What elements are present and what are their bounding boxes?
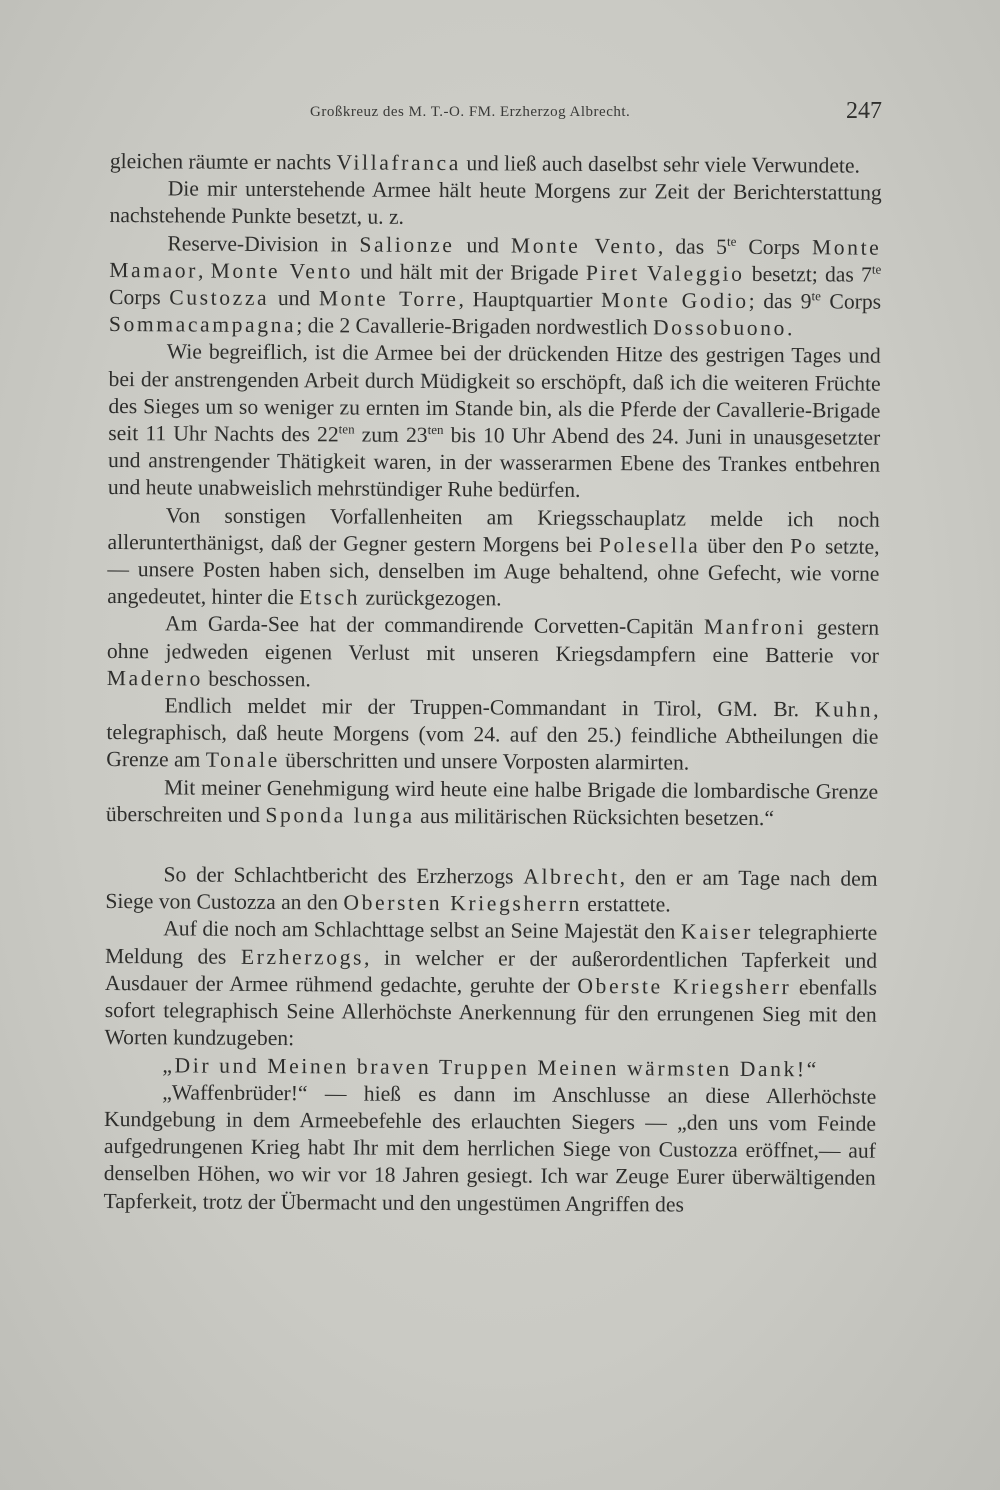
- text-run: , telegraphisch, daß heute Morgens (vom 24. auf den 25.) feindliche Abtheilungen die Grenze am: [106, 697, 879, 773]
- spaced-name: Sommacampagna: [108, 312, 297, 338]
- spaced-name: Obersten Kriegsherrn: [343, 890, 583, 917]
- text-run: und hält mit der Brigade: [352, 259, 587, 285]
- section-gap: [106, 828, 878, 866]
- spaced-name: Sponda lunga: [265, 802, 415, 828]
- text-run: Von sonstigen Vorfallenheiten am Kriegsschauplatz melde ich noch allerunterthänigst, daß der Gegner gestern Morgens bei: [107, 502, 880, 557]
- spaced-name: Monte Godio: [601, 288, 749, 313]
- text-run: überschritten und unsere Vorposten alarmirten.: [279, 748, 690, 776]
- paragraph: [104, 915, 877, 1056]
- paragraph: [108, 338, 881, 506]
- body-text: [103, 148, 882, 1219]
- text-run: setzte, — unsere Posten haben sich, denselben im Auge behaltend, ohne Gefecht, wie vorne angedeutet, hinter die: [107, 534, 880, 610]
- text-run: ,: [197, 258, 211, 283]
- text-run: erstattete.: [581, 892, 671, 917]
- text-run: über den: [700, 533, 791, 559]
- text-run: ; das 9: [748, 288, 812, 314]
- spaced-name: Albrecht: [523, 864, 620, 890]
- spaced-name: Tonale: [205, 748, 280, 773]
- superscript: te: [871, 261, 882, 277]
- superscript: ten: [338, 421, 355, 437]
- text-run: , in welcher er der außerordentlichen Tapferkeit und Ausdauer der Armee rühmend gedachte, geruhte der: [104, 945, 878, 998]
- spaced-name: Piret: [585, 260, 640, 286]
- text-run: bis 10 Uhr Abend des 24. Juni in unausgesetzter und anstrengender Thätigkeit waren, in der wasserarmen Ebene des Trankes entbehren und heute unabweislich mehrstündiger Ruhe bedürfen.: [107, 423, 881, 503]
- spaced-name: Salionze: [359, 232, 455, 257]
- text-run: ; die 2 Cavallerie-Brigaden nordwestlich: [296, 313, 654, 340]
- paragraph: [103, 1079, 876, 1220]
- text-run: telegraphierte Meldung des: [104, 920, 878, 969]
- spaced-name: Valeggio: [646, 261, 745, 286]
- text-run: Corps: [109, 285, 170, 310]
- spaced-name: Monte Vento: [210, 258, 353, 284]
- text-run: und: [269, 285, 319, 311]
- text-run: „Waffenbrüder!“ — hieß es dann im Anschlusse an diese Allerhöchste Kundgebung in dem Armeebefehle des erlauchten Siegers — „den uns vom Feinde aufgedrungenen Krieg habt Ihr mit dem herrlichen Siege von Custozza eröffnet,— auf denselben Höhen, wo wir vor 18 Jahren gesiegt. Ich war Zeuge Eurer überwältigenden Tapferkeit, trotz der Übermacht und den ungestümen Angriffen des: [103, 1080, 877, 1217]
- text-run: gleichen räumte er nachts: [109, 148, 337, 175]
- text-run: Endlich meldet mir der Truppen-Commandant in Tirol, GM. Br.: [164, 693, 815, 722]
- spaced-name: Monte Mamaor: [109, 234, 882, 283]
- page-number: 247: [846, 98, 882, 124]
- text-run: aus militärischen Rücksichten besetzen.“: [414, 803, 775, 830]
- text-run: So der Schlachtbericht des Erzherzogs: [163, 862, 524, 889]
- text-run: besetzt; das 7: [744, 261, 872, 287]
- text-run: Reserve-Division in: [167, 230, 360, 257]
- text-run: , Hauptquartier: [458, 287, 602, 313]
- text-run: zurückgezogen.: [360, 585, 502, 611]
- paragraph: [107, 610, 879, 696]
- text-run: Auf die noch am Schlachttage selbst an Seine Majestät den: [163, 916, 682, 944]
- running-title: Großkreuz des M. T.-O. FM. Erzherzog Albrecht.: [310, 104, 631, 120]
- spaced-name: Monte Torre: [318, 286, 459, 312]
- spaced-name: Manfroni: [703, 615, 807, 640]
- text-run: Corps: [820, 289, 882, 314]
- spaced-name: Monte Vento: [510, 233, 659, 258]
- text-run: , das 5: [657, 233, 728, 259]
- text-run: und: [454, 232, 512, 258]
- paragraph: [106, 774, 878, 833]
- paragraph: [107, 502, 880, 616]
- spaced-name: Oberste Kriegsherr: [577, 973, 792, 1000]
- text-run: Die mir unterstehende Armee hält heute Morgens zur Zeit der Berichterstattung nachstehende Punkte besetzt, u. z.: [109, 176, 882, 230]
- spaced-name: Custozza: [169, 285, 270, 310]
- paragraph: [106, 692, 878, 778]
- paragraph: [109, 230, 882, 344]
- paragraph: [105, 861, 877, 920]
- superscript: te: [726, 233, 737, 249]
- spaced-name: Kuhn: [814, 697, 874, 722]
- spaced-name: Erzherzogs: [240, 944, 365, 970]
- superscript: ten: [427, 421, 444, 438]
- spaced-name: Etsch: [299, 585, 361, 610]
- spaced-name: Maderno: [106, 665, 203, 691]
- spaced-name: Dossobuono: [652, 315, 788, 341]
- text-run: , den er am Tage nach dem Siege von Custozza an den: [105, 865, 878, 915]
- spaced-name: Kaiser: [680, 919, 753, 945]
- text-run: zum 23: [354, 422, 428, 447]
- text-run: beschossen.: [202, 666, 311, 692]
- spaced-name: Po: [790, 534, 819, 559]
- spaced-name: Polesella: [598, 532, 701, 558]
- text-run: gestern ohne jedweden eigenen Verlust mit unseren Kriegsdampfern eine Batterie vor: [106, 615, 880, 668]
- text-run: ebenfalls sofort telegraphisch Seine Allerhöchste Anerkennung für den errungenen Sieg mit den Worten kundzugeben:: [104, 975, 877, 1051]
- superscript: te: [811, 288, 821, 304]
- text-run: und ließ auch daselbst sehr viele Verwundete.: [460, 151, 861, 178]
- text-run: Am Garda-See hat der commandirende Corvetten-Capitän: [165, 611, 704, 640]
- text-run: Corps: [736, 234, 813, 259]
- text-run: Wie begreiflich, ist die Armee bei der drückenden Hitze des gestrigen Tages und bei der anstrengenden Arbeit durch Müdigkeit so erschöpft, daß ich die weiteren Früchte des Sieges um so weniger zu ernten im Stande bin, als die Pferde der Cavallerie-Brigade seit 11 Uhr Nachts des 22: [108, 339, 881, 447]
- text-run: Mit meiner Genehmigung wird heute eine halbe Brigade die lombardische Grenze überschreiten und: [105, 775, 879, 827]
- spaced-name: Villafranca: [336, 150, 462, 176]
- text-run: .: [786, 316, 793, 341]
- spaced-name: „Dir und Meinen braven Truppen Meinen wärmsten Dank!“: [162, 1052, 819, 1081]
- paragraph: [110, 175, 882, 234]
- paragraph: [104, 1051, 876, 1083]
- page-header: [310, 98, 882, 128]
